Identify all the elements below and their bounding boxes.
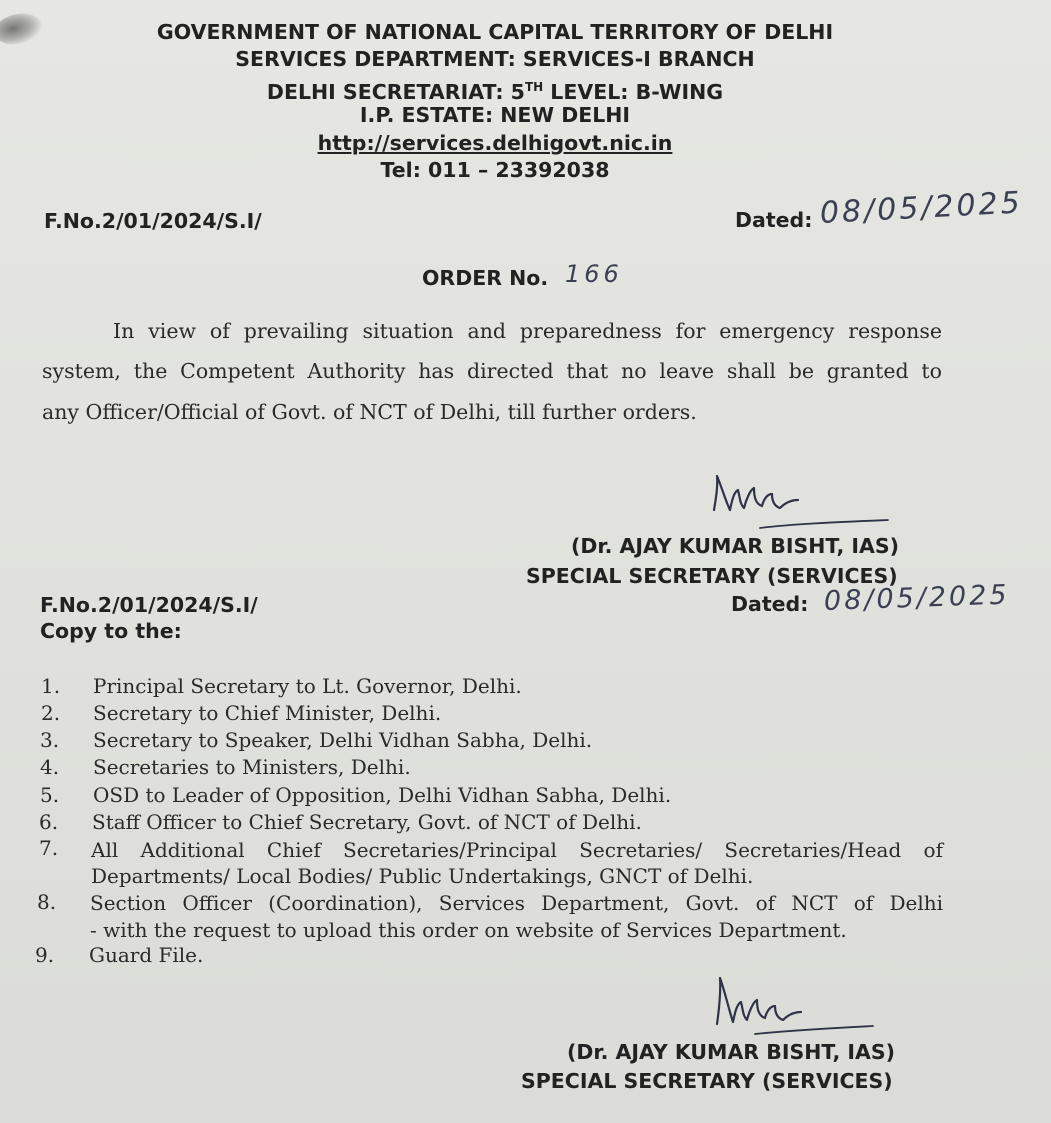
- order-title: ORDER No.: [422, 266, 549, 290]
- header-telephone: Tel: 011 – 23392038: [380, 158, 610, 182]
- order-body-line-2: system, the Competent Authority has directed that no leave shall be granted to: [42, 359, 942, 383]
- header-department: SERVICES DEPARTMENT: SERVICES-I BRANCH: [235, 47, 755, 71]
- copy-item-5-text: OSD to Leader of Opposition, Delhi Vidhan Sabha, Delhi.: [93, 783, 672, 807]
- header-secretariat-pre: DELHI SECRETARIAT: 5: [266, 80, 525, 104]
- copy-file-number: F.No.2/01/2024/S.I/: [40, 593, 258, 617]
- copy-item-9-text: Guard File.: [89, 943, 204, 967]
- signatory-name-2: (Dr. AJAY KUMAR BISHT, IAS): [567, 1040, 896, 1064]
- order-body-line-1: In view of prevailing situation and preparedness for emergency response: [113, 319, 942, 343]
- copy-item-3-number: 3.: [40, 728, 60, 752]
- signature-mark-2: [705, 970, 905, 1040]
- copy-item-4-number: 4.: [40, 755, 60, 779]
- order-file-number: F.No.2/01/2024/S.I/: [44, 209, 262, 233]
- copy-item-8-text-line-1: Section Officer (Coordination), Services Department, Govt. of NCT of Delhi: [90, 891, 943, 915]
- copy-item-6-number: 6.: [39, 810, 59, 834]
- header-estate: I.P. ESTATE: NEW DELHI: [359, 103, 631, 127]
- copy-item-7-text-line-1: All Additional Chief Secretaries/Principal Secretaries/ Secretaries/Head of: [91, 838, 943, 862]
- copy-item-6-text: Staff Officer to Chief Secretary, Govt. of NCT of Delhi.: [92, 810, 642, 834]
- header-secretariat-sup: TH: [524, 80, 544, 94]
- header-secretariat-post: LEVEL: B-WING: [543, 80, 724, 104]
- copy-item-2-text: Secretary to Chief Minister, Delhi.: [93, 701, 442, 725]
- copy-item-7-number: 7.: [39, 836, 59, 860]
- copy-item-1-text: Principal Secretary to Lt. Governor, Delhi.: [93, 674, 522, 698]
- copy-item-8-text-line-2: - with the request to upload this order on website of Services Department.: [90, 918, 847, 942]
- copy-dated-handwritten: 08/05/2025: [823, 579, 1011, 617]
- signatory-name-1: (Dr. AJAY KUMAR BISHT, IAS): [571, 534, 900, 558]
- copy-item-4-text: Secretaries to Ministers, Delhi.: [93, 755, 411, 779]
- signatory-designation-1: SPECIAL SECRETARY (SERVICES): [526, 564, 898, 588]
- order-body-line-3: any Officer/Official of Govt. of NCT of Delhi, till further orders.: [42, 400, 697, 424]
- signature-mark-1: [700, 470, 900, 530]
- copy-item-1-number: 1.: [41, 674, 61, 698]
- copy-item-9-number: 9.: [35, 943, 55, 967]
- order-number-handwritten: 166: [565, 260, 623, 288]
- copy-item-2-number: 2.: [41, 701, 61, 725]
- copy-item-5-number: 5.: [40, 783, 60, 807]
- order-dated-handwritten: 08/05/2025: [819, 185, 1024, 231]
- header-secretariat: [0, 74, 990, 105]
- copy-item-3-text: Secretary to Speaker, Delhi Vidhan Sabha, Delhi.: [93, 728, 593, 752]
- header-website-link[interactable]: http://services.delhigovt.nic.in: [317, 131, 673, 155]
- copy-heading: Copy to the:: [40, 619, 182, 643]
- order-dated-label: Dated:: [735, 208, 813, 232]
- copy-item-8-number: 8.: [37, 890, 57, 914]
- copy-dated-label: Dated:: [731, 592, 809, 616]
- copy-item-7-text-line-2: Departments/ Local Bodies/ Public Undertakings, GNCT of Delhi.: [91, 864, 754, 888]
- signatory-designation-2: SPECIAL SECRETARY (SERVICES): [521, 1069, 893, 1093]
- header-government: GOVERNMENT OF NATIONAL CAPITAL TERRITORY OF DELHI: [156, 20, 834, 44]
